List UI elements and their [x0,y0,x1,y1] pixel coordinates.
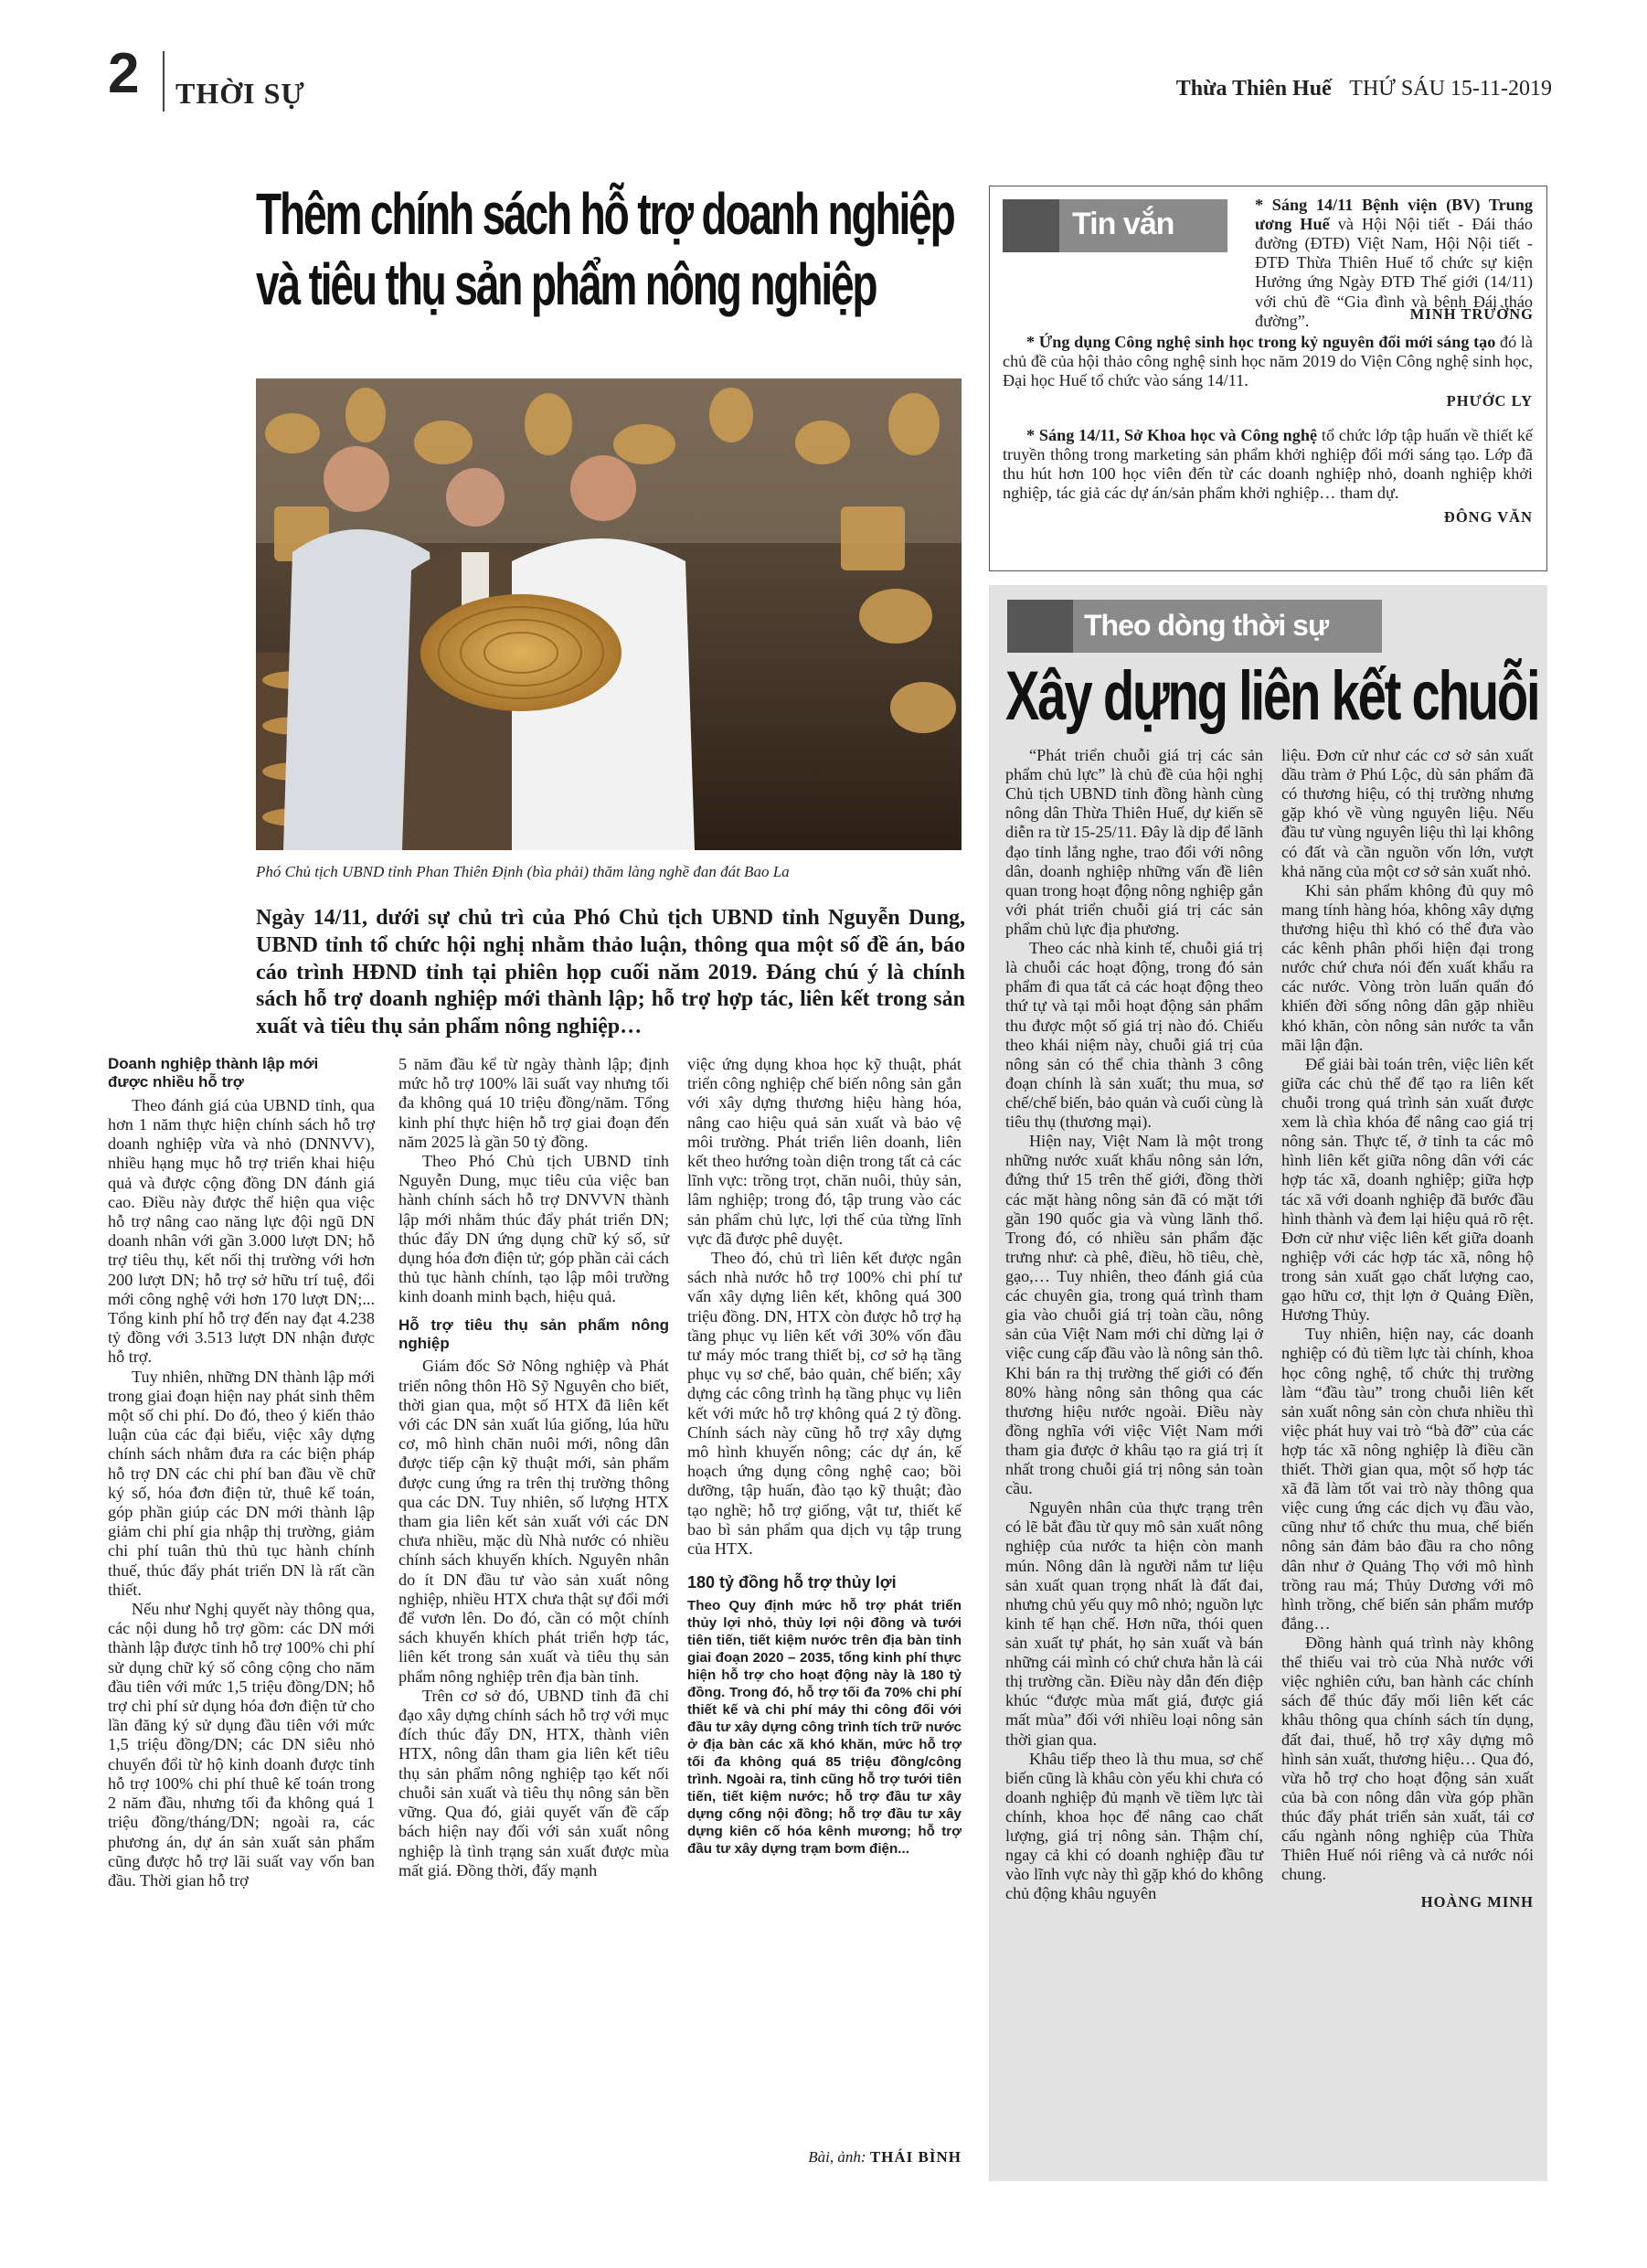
article-photo [256,378,962,850]
page-number: 2 [108,42,140,105]
paragraph: Theo đánh giá của UBND tỉnh, qua hơn 1 năm thực hiện chính sách hỗ trợ doanh nghiệp vừa và nhỏ (DNNVV), nhiều hạng mục hỗ trợ triển khai hiệu quả và được cộng đồng DN đánh giá cao. Điều này được thể hiện qua việc hỗ trợ nâng cao năng lực đội ngũ DN doanh nhân với gần 3.000 lượt DN; hỗ trợ tiêu thụ, kết nối thị trường với hơn 200 lượt DN; hỗ trợ sở hữu trí tuệ, đổi mới công nghệ với hơn 170 lượt DN;... Tổng kinh phí hỗ trợ đến nay đạt 4.238 tỷ đồng với 3.513 lượt DN nhận được hỗ trợ. [108,1095,375,1367]
irrigation-note-title: 180 tỷ đồng hỗ trợ thủy lợi [687,1573,897,1592]
subheading-agri-products: Hỗ trợ tiêu thụ sản phẩm nông nghiệp [398,1315,669,1353]
section-name: THỜI SỰ [175,77,305,110]
article-column-2 [398,1055,669,1880]
label-block [1003,199,1059,252]
commentary-column-2 [1281,746,1534,1911]
article-column-3 [687,1055,962,1858]
paragraph: việc ứng dụng khoa học kỹ thuật, phát triển công nghiệp chế biến nông sản gắn với xây dựng thương hiệu hàng hóa, nâng cao hiệu quả sản xuất và bảo vệ môi trường. Phát triển liên doanh, liên kết theo hướng toàn diện trong tất cả các lĩnh vực: trồng trọt, chăn nuôi, thủy sản, lâm nghiệp; trong đó, tập trung vào các sản phẩm chủ lực, lợi thế của từng lĩnh vực đã được phê duyệt. [687,1055,962,1248]
brief-item-3-author: ĐÔNG VĂN [1443,508,1533,527]
subheading-line-2: được nhiều hỗ trợ [108,1073,244,1091]
paragraph: Khâu tiếp theo là thu mua, sơ chế biến cũng là khâu còn yếu khi chưa có doanh nghiệp đủ mạnh về tiềm lực tài chính, khoa học để nâng cao chất lượng, giá trị nông sản. Thậm chí, ngay cả khi có doanh nghiệp đầu tư vào lĩnh vực này thì gặp khó do không chủ động khâu nguyên [1005,1749,1263,1903]
commentary-box [989,585,1547,2181]
paragraph: Khi sản phẩm không đủ quy mô mang tính hàng hóa, không xây dựng thương hiệu thì khó có thể đưa vào các kênh phân phối hiện đại trong nước chứ chưa nói đến xuất khẩu ra các nước. Vòng tròn luẩn quẩn đó khiến đời sống nông dân gặp nhiều khó khăn, còn nông sản nước ta vẫn mãi lận đận. [1281,880,1534,1054]
paragraph: liệu. Đơn cử như các cơ sở sản xuất dầu tràm ở Phú Lộc, dù sản phẩm đã có thương hiệu, có thị trường nhưng gặp khó về vùng nguyên liệu. Nếu đầu tư vùng nguyên liệu thì lại không có đất và cần nguồn vốn lớn, vượt khả năng của một cơ sở sản xuất nhỏ. [1281,746,1534,880]
brief-item-3 [1003,426,1533,527]
brief-item-2-lead: * Ứng dụng Công nghệ sinh học trong kỷ nguyên đổi mới sáng tạo [1026,333,1496,351]
article-byline [687,2148,962,2167]
paragraph: Nếu như Nghị quyết này thông qua, các nội dung hỗ trợ gồm: các DN mới thành lập được tỉnh hỗ trợ 100% chi phí sử dụng chữ ký số công cộng cho năm đầu tiên với mức 1,5 triệu đồng/DN; hỗ trợ chi phí sử dụng hóa đơn điện tử cho lần đăng ký sử dụng đầu tiên với mức 1,5 triệu đồng/DN; các DN siêu nhỏ chuyển đổi từ hộ kinh doanh được tỉnh hỗ trợ 100% chi phí thuê kế toán trong 2 năm đầu, nhưng tối đa không quá 1 triệu đồng/tháng/DN; ngoài ra, các phương án, dự án sản xuất sản phẩm cũng được hỗ trợ lãi suất vay vốn ban đầu. Thời gian hỗ trợ [108,1600,375,1890]
brief-item-3-lead: * Sáng 14/11, Sở Khoa học và Công nghệ [1026,426,1318,444]
commentary-column-1 [1005,746,1263,1904]
brief-item-1-text: và Hội Nội tiết - Đái tháo đường (ĐTĐ) Việt Nam, Hội Nội tiết - ĐTĐ Thừa Thiên Huế tổ chức sự kiện Hưởng ứng Ngày ĐTĐ Thế giới (14/11) với chủ đề “Gia đình và bệnh Đái tháo đường”. [1255,215,1533,330]
commentary-headline: Xây dựng liên kết chuỗi [1005,657,1539,735]
brief-item-1-author: MINH TRƯỜNG [1409,305,1534,323]
paragraph: Trên cơ sở đó, UBND tỉnh đã chỉ đạo xây dựng chính sách hỗ trợ với mục đích thúc đẩy DN, HTX, thành viên HTX, nông dân tham gia liên kết tiêu thụ sản phẩm nông nghiệp tạo kết nối chuỗi sản xuất và tiêu thụ nông sản bền vững. Qua đó, giải quyết vấn đề cấp bách hiện nay đối với sản xuất nông nghiệp là tình trạng sản xuất được mùa mất giá. Đồng thời, đẩy mạnh [398,1686,669,1879]
subheading-line-1: Doanh nghiệp thành lập mới [108,1055,319,1072]
commentary-label-text: Theo dòng thời sự [1084,609,1329,642]
brief-item-1-lead: * Sáng 14/11 Bệnh viện (BV) Trung ương Huế [1255,196,1533,234]
news-brief-label [1003,199,1227,252]
headline-line-2: và tiêu thụ sản phẩm nông nghiệp [256,250,877,317]
subheading-new-business [108,1055,375,1092]
paragraph: Tuy nhiên, những DN thành lập mới trong giai đoạn hiện nay phát sinh thêm một số chi phí. Do đó, theo ý kiến thảo luận của các đại biểu, việc xây dựng chính sách nhằm đưa ra các biện pháp hỗ trợ DN các chi phí ban đầu về chữ ký số, hóa đơn điện tử, thuê kế toán, góp phần giúp các DN mới thành lập giảm chi phí gia nhập thị trường, giảm chi phí tuân thủ thủ tục hành chính thuế, thúc đẩy phát triển DN là rất cần thiết. [108,1367,375,1599]
byline-author: THÁI BÌNH [869,2148,962,2166]
brief-item-3-text: tổ chức lớp tập huấn về thiết kế truyền thông trong marketing sản phẩm khởi nghiệp đổi mới sáng tạo. Lớp đã thu hút hơn 100 học viên đến từ các doanh nghiệp nhỏ, doanh nghiệp khởi nghiệp, tác giả các dự án/sản phẩm khởi nghiệp… tham dự. [1003,426,1533,503]
header-divider [163,51,165,112]
paper-name: Thừa Thiên Huế [1175,77,1332,101]
commentary-author: HOÀNG MINH [1420,1893,1534,1911]
irrigation-note [687,1573,962,1858]
brief-item-2 [1003,333,1533,410]
brief-item-2-author: PHƯỚC LY [1446,392,1533,410]
paragraph: Giám đốc Sở Nông nghiệp và Phát triển nông thôn Hồ Sỹ Nguyên cho biết, thời gian qua, một số HTX đã liên kết với các DN sản xuất lúa giống, lúa hữu cơ, mô hình chăn nuôi mới, nông dân được tiếp cận kỹ thuật mới, sản phẩm được cung ứng ra trên thị trường thông qua các DN. Tuy nhiên, số lượng HTX tham gia liên kết sản xuất với các DN chưa nhiều, mặc dù Nhà nước có nhiều chính sách khuyến khích. Nguyên nhân do ít DN đầu tư vào sản xuất nông nghiệp, nhiều HTX chưa thật sự đổi mới để vươn lên. Do đó, cần có một chính sách khuyến khích phát triển hợp tác, liên kết trong sản xuất và tiêu thụ sản phẩm nông nghiệp trên địa bàn tỉnh. [398,1357,669,1686]
article-headline [256,179,993,320]
photo-caption: Phó Chủ tịch UBND tỉnh Phan Thiên Định (bìa phải) thăm làng nghề đan đát Bao La [256,863,790,880]
paragraph: 5 năm đầu kể từ ngày thành lập; định mức hỗ trợ 100% lãi suất vay nhưng tối đa không quá 10 triệu đồng/năm. Tổng kinh phí thực hiện hỗ trợ giai đoạn đến năm 2025 là gần 50 tỷ đồng. [398,1055,669,1151]
news-brief-label-text: Tin vắn [1072,207,1174,241]
paragraph: Đồng hành quá trình này không thể thiếu vai trò của Nhà nước với việc nghiên cứu, ban hành các chính sách để thúc đẩy mối liên kết các khâu thông qua chính sách tín dụng, đất đai, thuế, hỗ trợ xây dựng mô hình sản xuất, thương hiệu… Qua đó, vừa hỗ trợ cho hoạt động sản xuất của bà con nông dân vừa góp phần thúc đẩy phát triển sản xuất, tái cơ cấu ngành nông nghiệp của Thừa Thiên Huế nói riêng và cả nước nói chung. [1281,1634,1534,1884]
paragraph: Theo các nhà kinh tế, chuỗi giá trị là chuỗi các hoạt động, trong đó sản phẩm đi qua tất cả các hoạt động theo thứ tự và tại mỗi hoạt động sản phẩm thu được một số giá trị nào đó. Chiếu theo khái niệm này, chuỗi giá trị của nông sản có thể chia thành 3 công đoạn chính là sản xuất; thu mua, sơ chế/chế biến, bảo quản và cuối cùng là tiêu thụ (thương mại). [1005,939,1263,1132]
brief-item-2-text: đó là chủ đề của hội thảo công nghệ sinh học năm 2019 do Viện Công nghệ sinh học, Đại học Huế tổ chức vào sáng 14/11. [1003,333,1533,390]
commentary-label [1007,600,1382,653]
article-column-1 [108,1055,375,1890]
paragraph: Theo đó, chủ trì liên kết được ngân sách nhà nước hỗ trợ 100% chi phí tư vấn xây dựng liên kết, không quá 300 triệu đồng. DN, HTX còn được hỗ trợ hạ tầng phục vụ liên kết với 30% vốn đầu tư máy móc trang thiết bị, cơ sở hạ tầng phục vụ sơ chế, bảo quản, chế biến; xây dựng các công trình hạ tầng phục vụ liên kết với mức hỗ trợ không quá 2 tỷ đồng. Chính sách này cũng hỗ trợ xây dựng mô hình khuyến nông; các dự án, kế hoạch ứng dụng công nghệ cao; bồi dưỡng, tập huấn, đào tạo kỹ thuật; đào tạo nghề; hỗ trợ giống, vật tư, thiết kế bao bì sản phẩm qua dịch vụ tập trung của HTX. [687,1249,962,1559]
paragraph: “Phát triển chuỗi giá trị các sản phẩm chủ lực” là chủ đề của hội nghị Chủ tịch UBND tỉnh đồng hành cùng nông dân Thừa Thiên Huế, dự kiến sẽ diễn ra từ 15-25/11. Đây là dịp để lãnh đạo tỉnh lắng nghe, trao đổi với nông dân, doanh nghiệp những vấn đề liên quan trong hoạt động nông nghiệp gắn với phát triển chuỗi giá trị các sản phẩm chủ lực địa phương. [1005,746,1263,938]
label-block [1007,600,1073,653]
issue-date: THỨ SÁU 15-11-2019 [1349,77,1552,101]
paragraph: Tuy nhiên, hiện nay, các doanh nghiệp có đủ tiềm lực tài chính, khoa học công nghệ, tổ chức thị trường làm “đầu tàu” trong chuỗi liên kết sản xuất nông sản còn chưa nhiều thì việc phát huy vai trò “bà đỡ” của các hợp tác xã nông nghiệp là điều cần thiết. Thời gian qua, một số hợp tác xã đã làm tốt vai trò này thông qua việc cung ứng các dịch vụ đầu vào, cũng như tổ chức thu mua, chế biến nông sản đảm bảo đầu ra cho nông dân như ở Quảng Thọ với mô hình trồng rau má; Thủy Dương với mô hình trồng, chế biến sản phẩm mướp đắng… [1281,1325,1534,1633]
paragraph: Để giải bài toán trên, việc liên kết giữa các chủ thể để tạo ra liên kết chuỗi trong quá trình sản xuất được xem là chìa khóa để nâng cao giá trị nông sản. Thực tế, ở tỉnh ta các mô hình liên kết giữa nông dân với các hợp tác xã, doanh nghiệp; giữa hợp tác xã với doanh nghiệp đã bước đầu hình thành và đem lại hiệu quả rõ rệt. Đơn cử như việc liên kết giữa doanh nghiệp với các hợp tác xã, nông hộ trong sản xuất gạo chất lượng cao, gạo hữu cơ, thịt lợn ở Quảng Điền, Hương Thủy. [1281,1054,1534,1325]
byline-lead: Bài, ảnh: [808,2148,866,2166]
paragraph: Nguyên nhân của thực trạng trên có lẽ bắt đầu từ quy mô sản xuất nông nghiệp của nước ta hiện còn manh mún. Nông dân là người nắm tư liệu sản xuất quan trọng nhất là đất đai, nhưng chủ yếu quy mô nhỏ; nguồn lực kinh tế hạn chế. Hơn nữa, thói quen sản xuất tự phát, họ sản xuất và bán những cái mình có chứ chưa hẳn là cái thị trường cần. Điều này dẫn đến điệp khúc “được mùa mất giá, được giá mất mùa” đối với nhiều loại nông sản thời gian qua. [1005,1498,1263,1749]
masthead [1176,77,1552,101]
paragraph: Theo Phó Chủ tịch UBND tỉnh Nguyễn Dung, mục tiêu của việc ban hành chính sách hỗ trợ DNVVN thành lập mới nhằm thúc đẩy phát triển DN; thúc đẩy DN ứng dụng chữ ký số, sử dụng hóa đơn điện tử; góp phần cải cách thủ tục hành chính, tạo lập môi trường kinh doanh minh bạch, hiệu quả. [398,1152,669,1306]
irrigation-note-text: Theo Quy định mức hỗ trợ phát triển thủy lợi nhỏ, thủy lợi nội đồng và tưới tiên tiến, tiết kiệm nước trên địa bàn tỉnh giai đoạn 2020 – 2035, tổng kinh phí thực hiện hỗ trợ cho hoạt động này là 180 tỷ đồng. Trong đó, hỗ trợ tối đa 70% chi phí thiết kế và chi phí máy thi công đối với đầu tư xây dựng công trình tích trữ nước ở địa bàn các xã khó khăn, mức hỗ trợ tối đa không quá 85 triệu đồng/công trình. Ngoài ra, tỉnh cũng hỗ trợ tưới tiên tiến, tiết kiệm nước; hỗ trợ đầu tư xây dựng cống nội đồng; hỗ trợ đầu tư xây dựng kiên cố hóa kênh mương; hỗ trợ đầu tư xây dựng trạm bơm điện... [687,1597,962,1857]
news-brief-box [989,186,1547,571]
photo-illustration [256,378,962,850]
article-sapo: Ngày 14/11, dưới sự chủ trì của Phó Chủ tịch UBND tỉnh Nguyễn Dung, UBND tỉnh tổ chức hội nghị nhằm thảo luận, thông qua một số đề án, báo cáo trình HĐND tỉnh tại phiên họp cuối năm 2019. Đáng chú ý là chính sách hỗ trợ doanh nghiệp mới thành lập; hỗ trợ hợp tác, liên kết trong sản xuất và tiêu thụ sản phẩm nông nghiệp… [256,906,965,1038]
headline-line-1: Thêm chính sách hỗ trợ doanh nghiệp [256,181,954,247]
paragraph: Hiện nay, Việt Nam là một trong những nước xuất khẩu nông sản lớn, đứng thứ 15 trên thế giới, đồng thời các mặt hàng nông sản đã có mặt tới gần 190 quốc gia và vùng lãnh thổ. Trong đó, có nhiều sản phẩm đặc trưng như: cà phê, điều, hồ tiêu, chè, gạo,… Tuy nhiên, theo đánh giá của các chuyên gia, trong quá trình tham gia vào chuỗi giá trị toàn cầu, nông sản của Việt Nam mới chỉ dừng lại ở việc cung cấp đầu vào là nông sản thô. Khi bán ra thị trường thế giới có đến 80% hàng nông sản thông qua các thương hiệu nước ngoài. Điều này đồng nghĩa với việc Việt Nam mới tham gia được ở khâu tạo ra giá trị ít nhất trong chuỗi giá trị nông sản toàn cầu. [1005,1132,1263,1498]
